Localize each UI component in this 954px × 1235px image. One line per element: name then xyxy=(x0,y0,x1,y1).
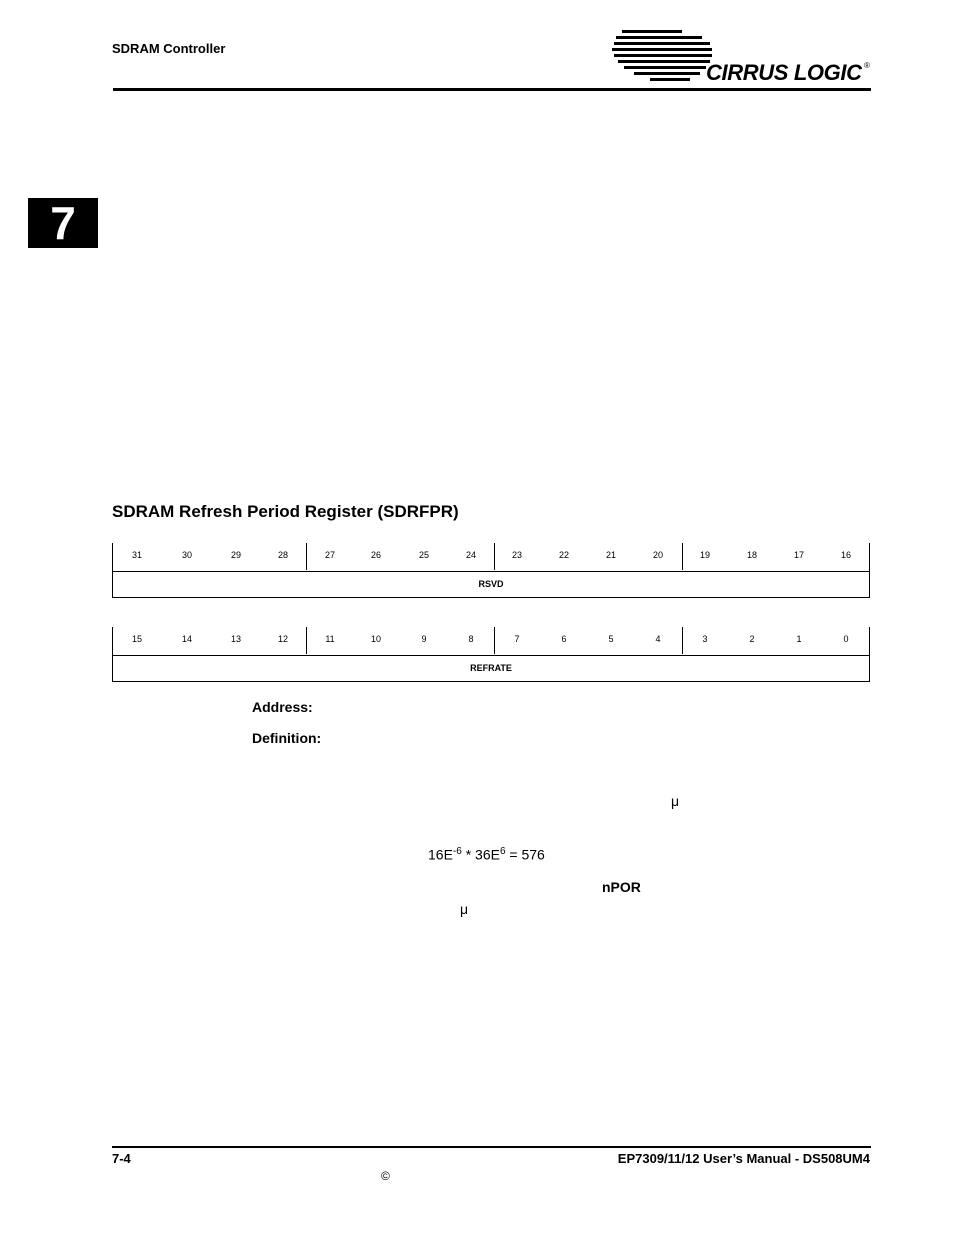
bit-label: 18 xyxy=(746,550,757,560)
manual-title: EP7309/11/12 User’s Manual - DS508UM4 xyxy=(617,1151,870,1166)
bit-label: 2 xyxy=(749,634,755,644)
bit-label: 4 xyxy=(655,634,661,644)
bit-label: 13 xyxy=(230,634,241,644)
register-lower-bit-row xyxy=(112,627,870,655)
bit-label: 11 xyxy=(325,634,335,644)
bit-label: 15 xyxy=(131,634,142,644)
bit-label: 30 xyxy=(181,550,192,560)
register-upper-bit-row xyxy=(112,543,870,571)
header-section-title: SDRAM Controller xyxy=(112,41,226,56)
cirrus-logic-logo xyxy=(612,26,874,84)
bit-label: 31 xyxy=(131,550,142,560)
section-title: SDRAM Refresh Period Register (SDRFPR) xyxy=(112,502,459,521)
copyright-symbol: © xyxy=(381,1169,390,1183)
header-rule xyxy=(113,88,871,91)
npor-signal: nPOR xyxy=(602,879,641,895)
bit-label: 29 xyxy=(230,550,241,560)
bit-label: 10 xyxy=(370,634,381,644)
bit-label: 5 xyxy=(608,634,614,644)
bit-label: 24 xyxy=(465,550,476,560)
micro-symbol: μ xyxy=(671,793,680,809)
chapter-tab: 7 xyxy=(28,198,98,248)
register-lower-field: REFRATE xyxy=(112,655,870,682)
bit-label: 28 xyxy=(277,550,288,560)
bit-label: 25 xyxy=(418,550,429,560)
bit-label: 6 xyxy=(561,634,567,644)
bit-label: 26 xyxy=(370,550,381,560)
bit-label: 21 xyxy=(605,550,616,560)
nibble-divider xyxy=(306,543,307,570)
address-label: Address: xyxy=(252,699,313,715)
bit-label: 27 xyxy=(324,550,335,560)
bit-label: 8 xyxy=(468,634,474,644)
nibble-divider xyxy=(682,627,683,654)
nibble-divider xyxy=(682,543,683,570)
logo-wordmark: CIRRUS LOGIC xyxy=(706,60,862,84)
register-upper xyxy=(112,543,870,598)
bit-label: 7 xyxy=(514,634,520,644)
bit-label: 23 xyxy=(511,550,522,560)
logo-registered-mark: ® xyxy=(864,61,870,70)
bit-label: 16 xyxy=(840,550,851,560)
bit-label: 3 xyxy=(702,634,708,644)
nibble-divider xyxy=(494,627,495,654)
register-lower xyxy=(112,627,870,682)
nibble-divider xyxy=(494,543,495,570)
bit-label: 22 xyxy=(558,550,569,560)
bit-label: 9 xyxy=(421,634,427,644)
bit-label: 14 xyxy=(181,634,192,644)
bit-label: 0 xyxy=(843,634,849,644)
bit-label: 12 xyxy=(277,634,288,644)
bit-label: 17 xyxy=(793,550,804,560)
page-number: 7-4 xyxy=(112,1151,131,1166)
bit-label: 1 xyxy=(796,634,802,644)
nibble-divider xyxy=(306,627,307,654)
register-upper-field: RSVD xyxy=(112,571,870,598)
bit-label: 19 xyxy=(699,550,710,560)
bit-label: 20 xyxy=(652,550,663,560)
refresh-formula: $16E^{-6} * 36E^6 = 576$ xyxy=(428,846,545,863)
footer-rule xyxy=(112,1146,871,1148)
micro-symbol: μ xyxy=(460,901,469,917)
definition-label: Definition: xyxy=(252,730,322,746)
